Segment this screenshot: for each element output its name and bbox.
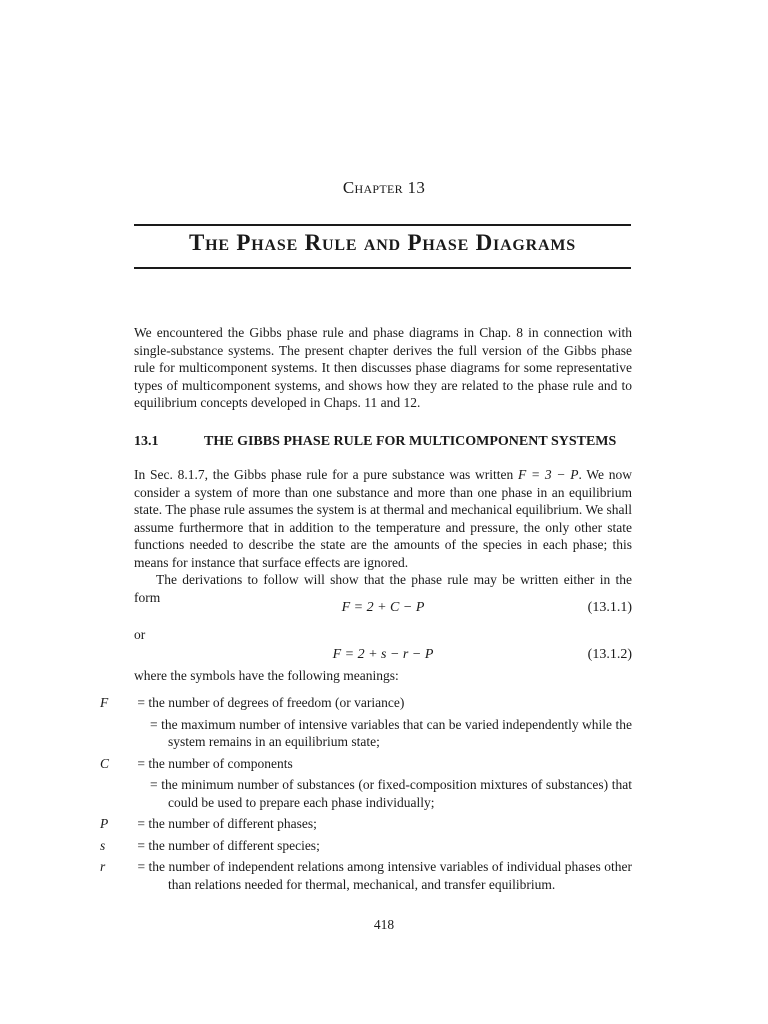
section-body bbox=[134, 466, 632, 606]
intro-paragraph bbox=[134, 324, 632, 412]
definition-text: the number of different phases; bbox=[148, 816, 317, 831]
or-text: or bbox=[134, 627, 146, 642]
section-title: THE GIBBS PHASE RULE FOR MULTICOMPONENT SYSTEMS bbox=[204, 434, 617, 449]
title-rule-top bbox=[134, 224, 631, 226]
page-number: 418 bbox=[373, 917, 395, 932]
definition-text: the number of independent relations among intensive variables of individual phases other than relations needed for thermal, mechanical, and transfer equilibrium. bbox=[148, 859, 632, 892]
definition-item: = the maximum number of intensive variables that can be varied independently while the system remains in an equilibrium state; bbox=[150, 716, 632, 749]
equation-tag: (13.1.2) bbox=[587, 647, 632, 662]
section-heading bbox=[134, 434, 632, 450]
definition-text: the number of degrees of freedom (or variance) bbox=[148, 695, 405, 710]
where-text: where the symbols have the following meanings: bbox=[134, 668, 399, 683]
definition-item: s = the number of different species; bbox=[100, 837, 320, 853]
equation-expression: F = 2 + s − r − P bbox=[332, 647, 434, 662]
symbol-definitions bbox=[100, 694, 632, 897]
equation-13-1-2 bbox=[134, 647, 632, 665]
definition-text: the number of components bbox=[148, 755, 293, 771]
para1-formula: F = 3 − P bbox=[518, 467, 579, 482]
body-paragraph-2: The derivations to follow will show that the phase rule may be written either in the form bbox=[134, 572, 632, 605]
para1-after: . We now consider a system of more than one substance and more than one phase in an equilibrium state. The phase rule assumes the system is at thermal and mechanical equilibrium. We shall assume furthermore that in addition to the temperature and pressure, the only other state functions needed to describe the state are the amounts of the species in each phase; this means for instance that surface effects are ignored. bbox=[134, 467, 632, 570]
body-paragraph-1 bbox=[134, 466, 632, 571]
definition-text: the minimum number of substances (or fixed-composition mixtures of substances) that could be used to prepare each phase individually; bbox=[161, 777, 632, 810]
title-rule-bottom bbox=[134, 267, 631, 269]
definition-text: the number of different species; bbox=[148, 837, 320, 853]
section-number: 13.1 bbox=[134, 434, 159, 449]
definition-item: r = the number of independent relations among intensive variables of individual phases other than relations needed for thermal, mechanical, and transfer equilibrium. bbox=[100, 859, 632, 892]
equation-tag: (13.1.1) bbox=[587, 600, 632, 615]
chapter-label: Chapter 13 bbox=[342, 178, 426, 197]
intro-text: We encountered the Gibbs phase rule and phase diagrams in Chap. 8 in connection with single-substance systems. The present chapter derives the full version of the Gibbs phase rule for multicomponent systems. It then discusses phase diagrams for some representative types of multicomponent systems, and shows how they are related to the phase rule and to equilibrium concepts developed in Chaps. 11 and 12. bbox=[134, 325, 632, 410]
definition-item: C = the number of components bbox=[100, 755, 293, 771]
definition-item: = the minimum number of substances (or fixed-composition mixtures of substances) that could be used to prepare each phase individually; bbox=[150, 777, 632, 810]
equation-expression: F = 2 + C − P bbox=[341, 600, 425, 615]
definition-item: P = the number of different phases; bbox=[100, 816, 317, 831]
equation-13-1-1 bbox=[134, 600, 632, 618]
chapter-title: The Phase Rule and Phase Diagrams bbox=[189, 230, 576, 255]
definition-text: the maximum number of intensive variables that can be varied independently while the system remains in an equilibrium state; bbox=[161, 716, 632, 749]
para1-before: In Sec. 8.1.7, the Gibbs phase rule for a pure substance was written bbox=[134, 467, 519, 482]
definition-item: F = the number of degrees of freedom (or variance) bbox=[100, 695, 405, 710]
